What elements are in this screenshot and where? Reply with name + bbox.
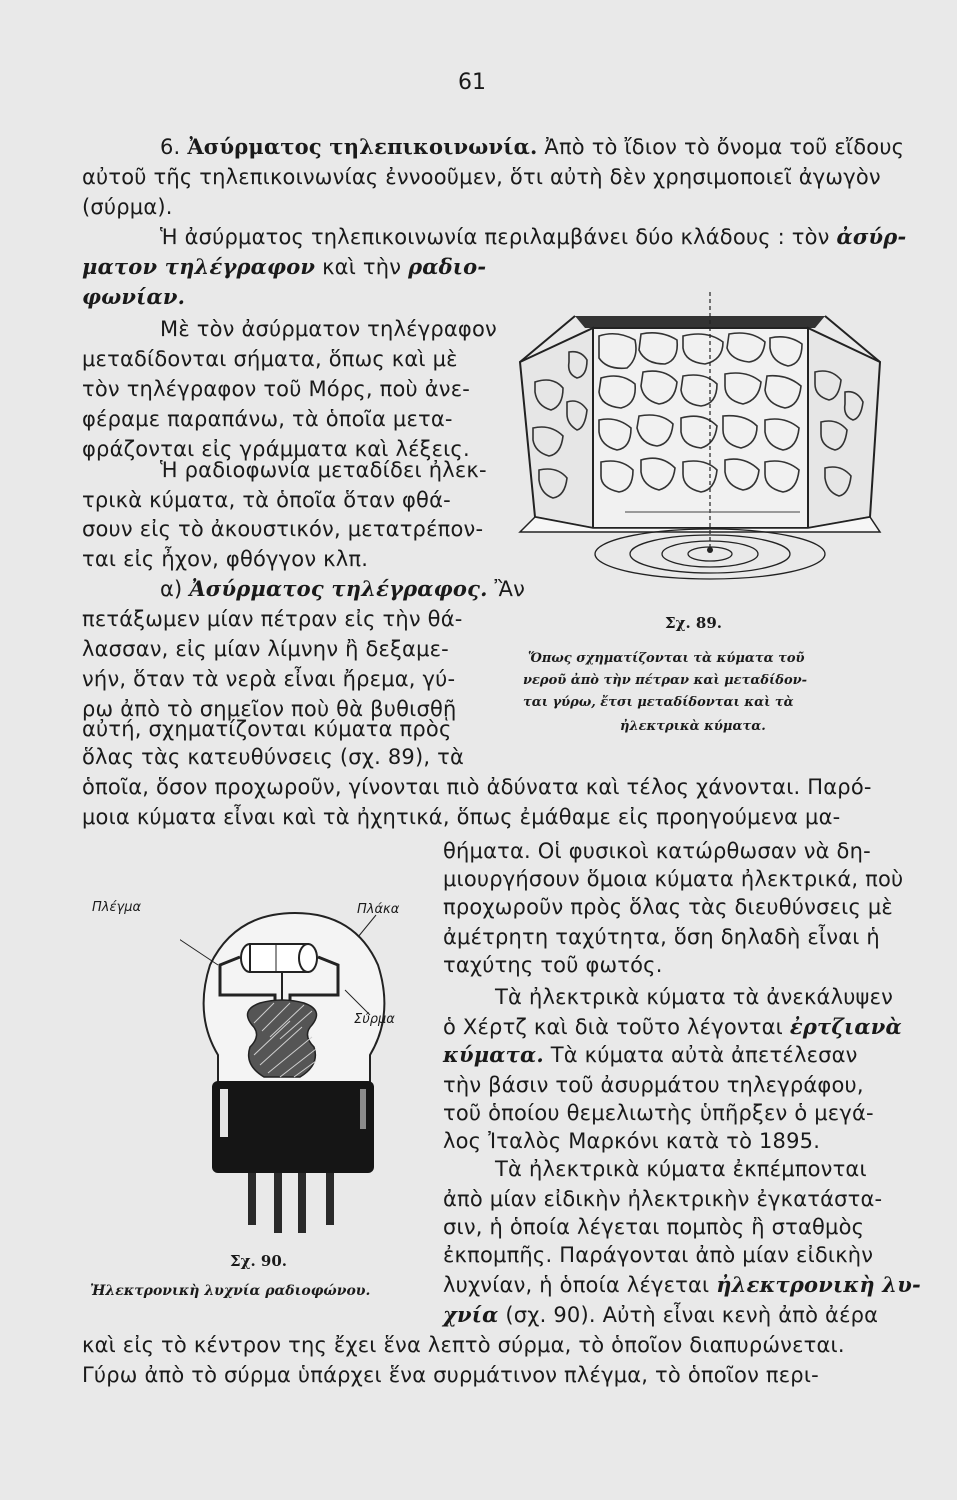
body-line: τὴν βάσιν τοῦ ἀσυρμάτου τηλεγράφου, [443, 1073, 864, 1097]
label-wire: Σύρμα [354, 1012, 395, 1027]
body-line: τὸν τηλέγραφον τοῦ Μόρς, ποὺ ἀνε- [82, 377, 471, 401]
body-text: Ἡ ἀσύρματος τηλεπικοινωνία περιλαμβάνει δύο κλάδους : τὸν [160, 225, 837, 249]
body-line: σουν εἰς τὸ ἀκουστικόν, μετατρέπον- [82, 517, 484, 541]
subsection-prefix: α) [160, 577, 190, 601]
body-line [443, 1042, 858, 1068]
body-text: Ἂν [487, 577, 526, 601]
body-line: (σύρμα). [82, 195, 173, 219]
section-title: Ἀσύρματος τηλεπικοινωνία. [187, 134, 538, 159]
body-line: μιουργήσουν ὅμοια κύματα ἠλεκτρικά, ποὺ [443, 867, 904, 891]
term-electron-tube: ἠλεκτρονικὴ λυ- [716, 1272, 921, 1297]
fig89-illustration [515, 292, 885, 582]
body-line: λασσαν, εἰς μίαν λίμνην ἢ δεξαμε- [82, 637, 449, 661]
fig90-number: Σχ. 90. [230, 1252, 288, 1270]
fig90-caption: Ἠλεκτρονικὴ λυχνία ραδιοφώνου. [90, 1283, 371, 1299]
fig89-number: Σχ. 89. [665, 614, 723, 632]
body-line: μεταδίδονται σήματα, ὅπως καὶ μὲ [82, 347, 458, 371]
body-line [443, 1014, 902, 1040]
body-line [443, 1272, 921, 1298]
fig90-illustration [180, 905, 410, 1245]
body-line: Γύρω ἀπὸ τὸ σύρμα ὑπάρχει ἕνα συρμάτινον πλέγμα, τὸ ὁποῖον περι- [82, 1363, 819, 1387]
body-line: καὶ εἰς τὸ κέντρον της ἔχει ἕνα λεπτὸ σύρμα, τὸ ὁποῖον διαπυρώνεται. [82, 1333, 845, 1357]
term-hertzian-cont: κύματα. [443, 1042, 544, 1067]
fig89-caption-line: Ὅπως σχηματίζονται τὰ κύματα τοῦ [528, 651, 805, 666]
body-line: ἐκπομπῆς. Παράγονται ἀπὸ μίαν εἰδικὴν [443, 1243, 874, 1267]
body-line: νήν, ὅταν τὰ νερὰ εἶναι ἤρεμα, γύ- [82, 667, 456, 691]
body-text: καὶ τὴν [315, 255, 409, 279]
body-text: λυχνίαν, ἡ ὁποία λέγεται [443, 1273, 717, 1297]
body-line: λος Ἰταλὸς Μαρκόνι κατὰ τὸ 1895. [443, 1129, 821, 1153]
body-line: ὁποῖα, ὅσον προχωροῦν, γίνονται πιὸ ἀδύνατα καὶ τέλος χάνονται. Παρό- [82, 775, 872, 799]
body-line: μοια κύματα εἶναι καὶ τὰ ἠχητικά, ὅπως ἐμάθαμε εἰς προηγούμενα μα- [82, 805, 841, 829]
body-line: ταχύτης τοῦ φωτός. [443, 953, 663, 977]
subsection-title: Ἀσύρματος τηλέγραφος. [189, 576, 488, 601]
body-line: ἀπὸ μίαν εἰδικὴν ἠλεκτρικὴν ἐγκατάστα- [443, 1187, 883, 1211]
term-radio: ραδιο- [408, 254, 487, 279]
section-number: 6. [160, 135, 188, 159]
body-line: Τὰ ἠλεκτρικὰ κύματα ἐκπέμπονται [495, 1157, 867, 1181]
fig89-caption-line: ται γύρω, ἔτσι μεταδίδονται καὶ τὰ [523, 695, 794, 710]
body-line: προχωροῦν πρὸς ὅλας τὰς διευθύνσεις μὲ [443, 895, 893, 919]
body-line [82, 254, 486, 280]
label-grid: Πλέγμα [92, 900, 142, 915]
body-line: Ἡ ραδιοφωνία μεταδίδει ἠλεκ- [160, 458, 487, 482]
body-line: σιν, ἡ ὁποία λέγεται πομπὸς ἢ σταθμὸς [443, 1215, 865, 1239]
body-line: θήματα. Οἱ φυσικοὶ κατώρθωσαν νὰ δη- [443, 839, 871, 863]
section-heading-line [160, 134, 904, 160]
body-line: τοῦ ὁποίου θεμελιωτὴς ὑπῆρξεν ὁ μεγά- [443, 1101, 874, 1125]
body-text: ὁ Χέρτζ καὶ διὰ τοῦτο λέγονται [443, 1015, 790, 1039]
term-radio-cont: φωνίαν. [82, 284, 186, 309]
body-line: ἀμέτρητη ταχύτητα, ὅση δηλαδὴ εἶναι ἡ [443, 925, 880, 949]
body-line: ρω ἀπὸ τὸ σημεῖον ποὺ θὰ βυθισθῇ [82, 697, 457, 721]
body-line [160, 224, 906, 250]
term-wireless-telegraph-cont: ματον τηλέγραφον [82, 254, 316, 279]
term-electron-tube-cont: χνία [443, 1302, 499, 1327]
body-line: φέραμε παραπάνω, τὰ ὁποῖα μετα- [82, 407, 453, 431]
body-text: Τὰ κύματα αὐτὰ ἀπετέλεσαν [543, 1043, 858, 1067]
body-line: Μὲ τὸν ἀσύρματον τηλέγραφον [160, 317, 497, 341]
body-line: αὐτοῦ τῆς τηλεπικοινωνίας ἐννοοῦμεν, ὅτι αὐτὴ δὲν χρησιμοποιεῖ ἀγωγὸν [82, 165, 881, 189]
page-number: 61 [458, 70, 486, 95]
fig89-caption-line: νεροῦ ἀπὸ τὴν πέτραν καὶ μεταδίδον- [523, 673, 808, 688]
body-line: Τὰ ἠλεκτρικὰ κύματα τὰ ἀνεκάλυψεν [495, 985, 894, 1009]
body-line: φράζονται εἰς γράμματα καὶ λέξεις. [82, 437, 470, 461]
body-text: (σχ. 90). Αὐτὴ εἶναι κενὴ ἀπὸ ἀέρα [498, 1303, 879, 1327]
body-line: ὅλας τὰς κατευθύνσεις (σχ. 89), τὰ [82, 745, 465, 769]
label-plate: Πλάκα [357, 902, 400, 917]
fig89-caption-line: ἠλεκτρικὰ κύματα. [620, 719, 766, 734]
body-line: αὐτή, σχηματίζονται κύματα πρὸς [82, 717, 452, 741]
body-line: πετάξωμεν μίαν πέτραν εἰς τὴν θά- [82, 607, 463, 631]
term-wireless-telegraph: ἀσύρ- [836, 224, 907, 249]
term-hertzian: ἐρτζιανὰ [789, 1014, 902, 1039]
body-line [443, 1302, 878, 1328]
subsection-heading-line [160, 576, 525, 602]
section-text: Ἀπὸ τὸ ἴδιον τὸ ὄνομα τοῦ εἴδους [537, 135, 905, 159]
body-line: ται εἰς ἦχον, φθόγγον κλπ. [82, 547, 369, 571]
body-line: τρικὰ κύματα, τὰ ὁποῖα ὅταν φθά- [82, 488, 451, 512]
